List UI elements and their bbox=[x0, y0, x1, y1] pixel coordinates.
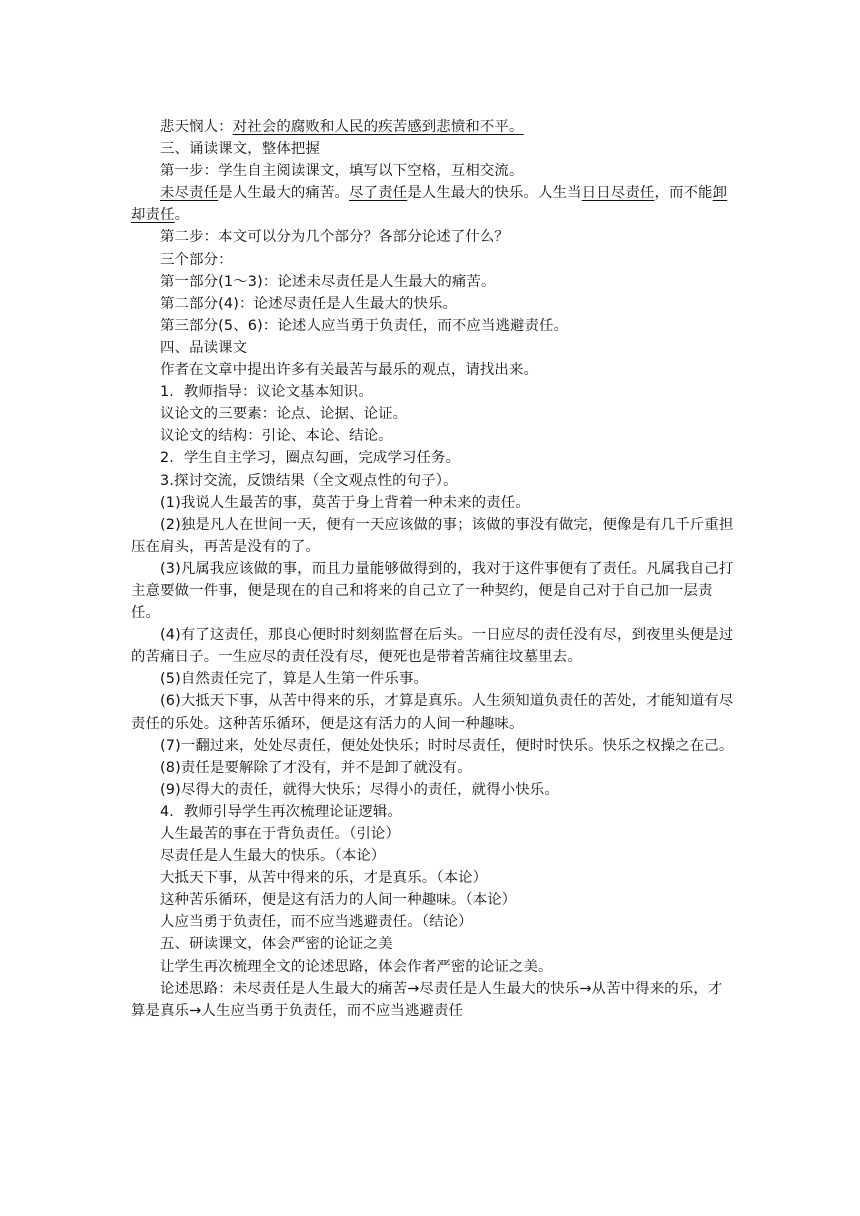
paragraph: 议论文的结构：引论、本论、结论。 bbox=[160, 428, 393, 445]
argument-flow: 论述思路：未尽责任是人生最大的痛苦→尽责任是人生最大的快乐→从苦中得来的乐，才算是真乐→人生应当勇于负责任，而不应当逃避责任 bbox=[131, 980, 723, 1019]
paragraph: 第三部分(5、6)：论述人应当勇于负责任，而不应当逃避责任。 bbox=[160, 317, 569, 334]
section-heading-3: 三、诵读课文，整体把握 bbox=[160, 141, 320, 158]
quote-9: (9)尽得大的责任，就得大快乐；尽得小的责任，就得小快乐。 bbox=[160, 781, 559, 798]
blank-text-3: ，而不能 bbox=[654, 185, 713, 202]
blank-answer-4: 卸却责任 bbox=[131, 185, 728, 224]
paragraph: 3.探讨交流，反馈结果（全文观点性的句子）。 bbox=[160, 472, 458, 489]
paragraph: 第一部分(1～3)：论述未尽责任是人生最大的痛苦。 bbox=[160, 273, 496, 290]
blank-text-2: 是人生最大的快乐。人生当 bbox=[407, 185, 582, 202]
paragraph: 大抵天下事，从苦中得来的乐，才是真乐。（本论） bbox=[160, 870, 488, 887]
blank-answer-3: 日日尽责任 bbox=[581, 185, 655, 202]
section-heading-5: 五、研读课文，体会严密的论证之美 bbox=[160, 936, 393, 953]
fill-blank-answers bbox=[131, 182, 735, 226]
paragraph: 议论文的三要素：论点、论据、论证。 bbox=[160, 406, 408, 423]
quote-6: (6)大抵天下事，从苦中得来的乐，才算是真乐。人生须知道负责任的苦处，才能知道有尽责任的乐处。这种苦乐循环，便是这有活力的人间一种趣味。 bbox=[131, 693, 734, 732]
term: 悲天悯人： bbox=[160, 119, 233, 135]
quote-1: (1)我说人生最苦的事，莫苦于身上背着一种未来的责任。 bbox=[160, 494, 530, 511]
paragraph: 作者在文章中提出许多有关最苦与最乐的观点，请找出来。 bbox=[160, 362, 539, 379]
quote-3: (3)凡属我应该做的事，而且力量能够做得到的，我对于这件事便有了责任。凡属我自己打主意要做一件事，便是现在的自己和将来的自己立了一种契约，便是自己对于自己加一层责任。 bbox=[131, 560, 734, 622]
quote-8: (8)责任是要解除了才没有，并不是卸了就没有。 bbox=[160, 759, 472, 776]
paragraph: 让学生再次梳理全文的论述思路，体会作者严密的论证之美。 bbox=[160, 958, 553, 975]
step-2: 第二步：本文可以分为几个部分？各部分论述了什么？ bbox=[160, 229, 509, 246]
definition-line bbox=[131, 116, 735, 138]
blank-text-1: 是人生最大的痛苦。 bbox=[218, 185, 350, 202]
blank-text-4: 。 bbox=[174, 207, 190, 224]
step-1: 第一步：学生自主阅读课文，填写以下空格，互相交流。 bbox=[160, 163, 524, 180]
paragraph: 2．学生自主学习，圈点勾画，完成学习任务。 bbox=[160, 450, 461, 467]
quote-5: (5)自然责任完了，算是人生第一件乐事。 bbox=[160, 671, 429, 688]
paragraph: 尽责任是人生最大的快乐。（本论） bbox=[160, 848, 386, 865]
paragraph: 三个部分： bbox=[160, 251, 233, 268]
paragraph: 第二部分(4)：论述尽责任是人生最大的快乐。 bbox=[160, 295, 458, 312]
section-heading-4: 四、品读课文 bbox=[160, 339, 248, 356]
paragraph: 1．教师指导：议论文基本知识。 bbox=[160, 384, 373, 401]
paragraph: 人生最苦的事在于背负责任。（引论） bbox=[160, 826, 400, 842]
quote-4: (4)有了这责任，那良心便时时刻刻监督在后头。一日应尽的责任没有尽，到夜里头便是过的苦痛日子。一生应尽的责任没有尽，便死也是带着苦痛往坟墓里去。 bbox=[131, 627, 734, 666]
lesson-plan-text bbox=[131, 116, 735, 1022]
blank-answer-2: 尽了责任 bbox=[349, 185, 408, 202]
blank-answer-1: 未尽责任 bbox=[160, 185, 219, 202]
quote-2: (2)独是凡人在世间一天，便有一天应该做的事；该做的事没有做完，便像是有几千斤重担压在肩头，再苦是没有的了。 bbox=[131, 516, 734, 555]
paragraph: 这种苦乐循环，便是这有活力的人间一种趣味。（本论） bbox=[160, 892, 517, 909]
paragraph: 人应当勇于负责任，而不应当逃避责任。（结论） bbox=[160, 914, 473, 931]
term-definition: 对社会的腐败和人民的疾苦感到悲愤和不平。 bbox=[232, 119, 524, 135]
paragraph: 4．教师引导学生再次梳理论证逻辑。 bbox=[160, 803, 402, 820]
quote-7: (7)一翻过来，处处尽责任，便处处快乐；时时尽责任，便时时快乐。快乐之权操之在己。 bbox=[160, 737, 734, 754]
